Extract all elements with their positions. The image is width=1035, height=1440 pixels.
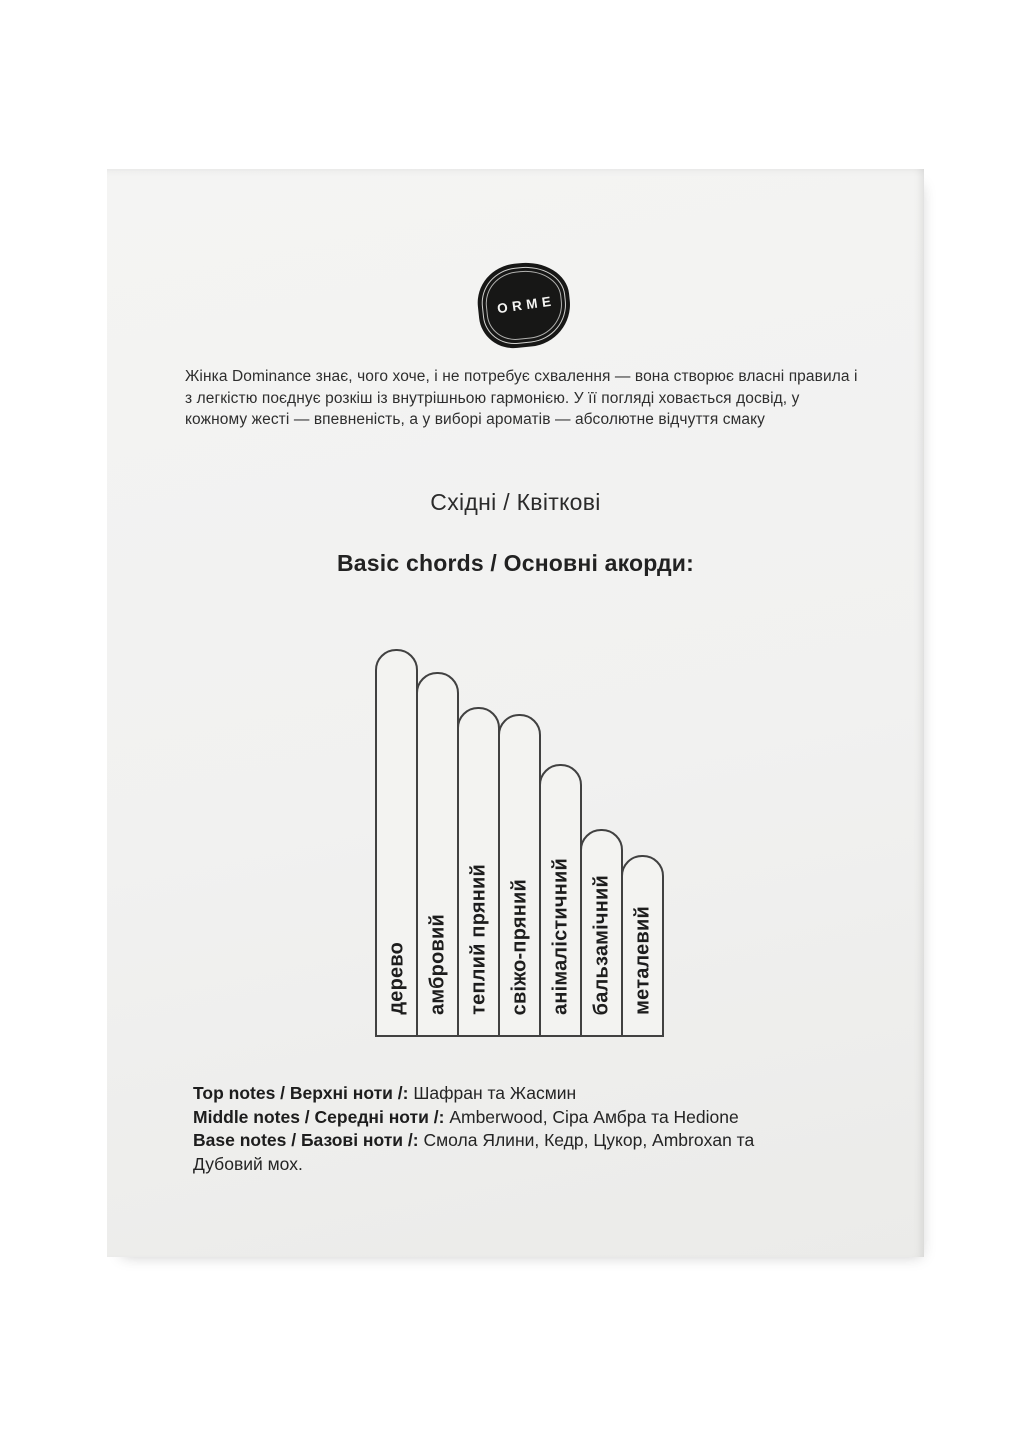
intro-paragraph	[185, 366, 885, 431]
top-notes-value: Шафран та Жасмин	[413, 1083, 577, 1103]
intro-line-2: з легкістю поєднує розкіш із внутрішньою гармонією. У її погляді ховається досвід, у	[185, 389, 800, 407]
chord-bar-label: теплий пряний	[467, 864, 489, 1015]
fragrance-family-heading: Східні / Квіткові	[430, 489, 601, 515]
chord-bar-6	[580, 829, 623, 1037]
notes-section	[193, 1082, 821, 1176]
chord-bar-label: свіжо-пряний	[508, 878, 530, 1015]
chord-bar-7	[621, 855, 664, 1037]
chord-bar-label: металевий	[631, 906, 653, 1015]
middle-notes-label: Middle notes / Середні ноти /:	[193, 1106, 445, 1127]
perfume-box-back-panel	[107, 169, 924, 1257]
chord-bar-label: анімалістичний	[549, 858, 571, 1015]
top-notes-label: Top notes / Верхні ноти /:	[193, 1083, 409, 1103]
intro-line-3: кожному жесті — впевненість, а у виборі ароматів — абсолютне відчуття смаку	[185, 411, 765, 429]
chord-bar-3	[457, 707, 500, 1037]
chord-bar-label: амбровий	[426, 914, 448, 1015]
chord-bar-label: бальзамічний	[590, 874, 612, 1015]
basic-chords-heading: Basic chords / Основні акорди:	[337, 550, 694, 576]
base-notes-label: Base notes / Базові ноти /:	[193, 1130, 419, 1151]
top-notes-line	[193, 1082, 821, 1106]
chord-bar-label: дерево	[385, 942, 407, 1015]
chord-bar-4	[498, 714, 541, 1037]
orme-logo	[478, 263, 570, 347]
intro-line-1: Жінка Dominance знає, чого хоче, і не потребує схвалення — вона створює власні правила і	[185, 368, 858, 385]
middle-notes-value: Amberwood, Сіра Амбра та Hedione	[449, 1106, 739, 1127]
base-notes-line	[193, 1129, 821, 1176]
chord-bar-2	[416, 672, 459, 1037]
middle-notes-line	[193, 1106, 821, 1130]
chords-bar-chart	[375, 647, 664, 1037]
chord-bar-1	[375, 649, 418, 1037]
base-notes-value: Смола Ялини, Кедр, Цукор, Ambroxan та Дубовий мох.	[193, 1130, 755, 1174]
brand-name: ORME	[496, 293, 557, 317]
orme-logo-mark	[474, 258, 574, 351]
chord-bar-5	[539, 764, 582, 1037]
